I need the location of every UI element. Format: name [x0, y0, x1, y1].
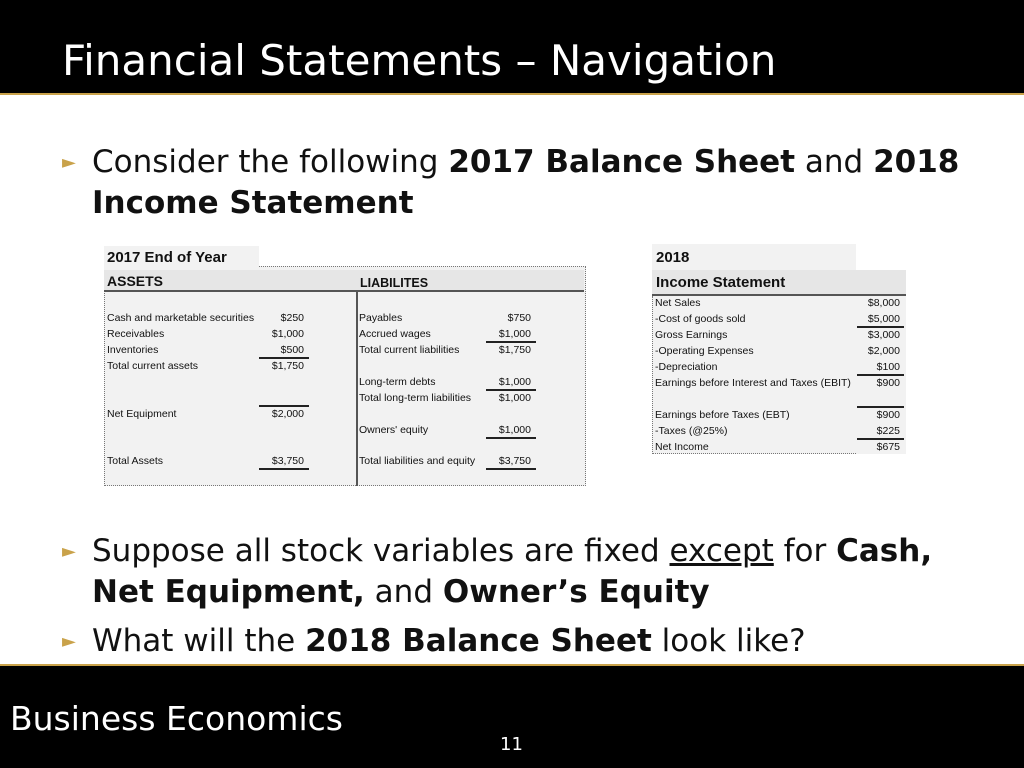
bullet-item [62, 142, 962, 224]
balance-sheet-heading: 2017 End of Year [104, 246, 259, 270]
balance-sheet-header-row [104, 270, 584, 292]
asset-label: Inventories [107, 344, 159, 356]
income-statement-year: 2018 [656, 249, 690, 266]
bullet-arrow-icon: ► [62, 541, 76, 562]
asset-value: $1,000 [271, 328, 304, 340]
underline [259, 468, 309, 470]
liability-label: Total long-term liabilities [359, 392, 472, 404]
bullet-bold: Cash, Net Equipment, [92, 533, 933, 610]
liability-value: $1,000 [498, 392, 531, 404]
income-label: -Operating Expenses [655, 345, 754, 357]
asset-value: $2,000 [271, 408, 304, 420]
column-divider [356, 292, 358, 486]
income-statement-heading: Income Statement [656, 274, 786, 291]
income-value: $5,000 [867, 313, 900, 325]
asset-value: $500 [280, 344, 304, 356]
income-value: $8,000 [867, 297, 900, 309]
liability-label: Owners' equity [359, 424, 429, 436]
liability-label: Total current liabilities [359, 344, 460, 356]
bullet-bold: 2018 Balance Sheet [305, 623, 652, 659]
asset-value: $250 [280, 312, 304, 324]
bullet-bold: 2018 Income Statement [92, 144, 960, 221]
liability-value: $1,000 [498, 328, 531, 340]
asset-label: Receivables [107, 328, 165, 340]
liability-label: Long-term debts [359, 376, 436, 388]
income-value: $900 [876, 377, 900, 389]
income-value: $3,000 [867, 329, 900, 341]
bullet-underlined: except [669, 533, 774, 569]
bullet-item [62, 531, 962, 613]
bullet-text: and [364, 574, 443, 610]
underline [486, 468, 536, 470]
footer-title: Business Economics [10, 699, 343, 738]
asset-value: $1,750 [271, 360, 304, 372]
income-statement-table [652, 244, 906, 456]
bullet-text: Suppose all stock variables are fixed [92, 533, 670, 569]
bullet-text: Consider the following [92, 144, 449, 180]
income-label: Earnings before Interest and Taxes (EBIT) [655, 377, 851, 389]
asset-label: Total current assets [107, 360, 199, 372]
balance-sheet-table [104, 246, 586, 486]
liability-value: $3,750 [498, 455, 531, 467]
assets-header: ASSETS [107, 273, 164, 289]
bullet-bold: 2017 Balance Sheet [448, 144, 796, 180]
liability-value: $1,750 [498, 344, 531, 356]
liabilities-header: LIABILITES [360, 276, 429, 290]
income-value: $225 [876, 425, 900, 437]
bullet-arrow-icon: ► [62, 152, 76, 173]
liability-label: Accrued wages [359, 328, 431, 340]
income-label: -Depreciation [655, 361, 718, 373]
asset-label: Net Equipment [107, 408, 177, 420]
income-label: Gross Earnings [655, 329, 728, 341]
liability-value: $750 [507, 312, 531, 324]
bullet-item [62, 621, 806, 662]
income-value: $900 [876, 409, 900, 421]
slide-title: Financial Statements – Navigation [62, 36, 777, 85]
page-number: 11 [500, 734, 523, 755]
bullet-text: look like? [651, 623, 806, 659]
income-label: Net Income [655, 441, 709, 453]
income-label: Earnings before Taxes (EBT) [655, 409, 790, 421]
income-value: $100 [876, 361, 900, 373]
underline [486, 437, 536, 439]
income-label: -Taxes (@25%) [655, 425, 728, 437]
bullet-text: What will the [92, 623, 306, 659]
income-value: $2,000 [867, 345, 900, 357]
bullet-bold: Owner’s Equity [442, 574, 710, 610]
asset-label: Total Assets [107, 455, 164, 467]
income-label: Net Sales [655, 297, 701, 309]
income-label: -Cost of goods sold [655, 313, 746, 325]
bullet-text: and [795, 144, 874, 180]
liability-label: Total liabilities and equity [359, 455, 476, 467]
liability-value: $1,000 [498, 424, 531, 436]
liability-label: Payables [359, 312, 403, 324]
income-value: $675 [876, 441, 900, 453]
asset-value: $3,750 [271, 455, 304, 467]
bullet-arrow-icon: ► [62, 631, 76, 652]
asset-label: Cash and marketable securities [107, 312, 255, 324]
liability-value: $1,000 [498, 376, 531, 388]
bullet-text: for [773, 533, 837, 569]
